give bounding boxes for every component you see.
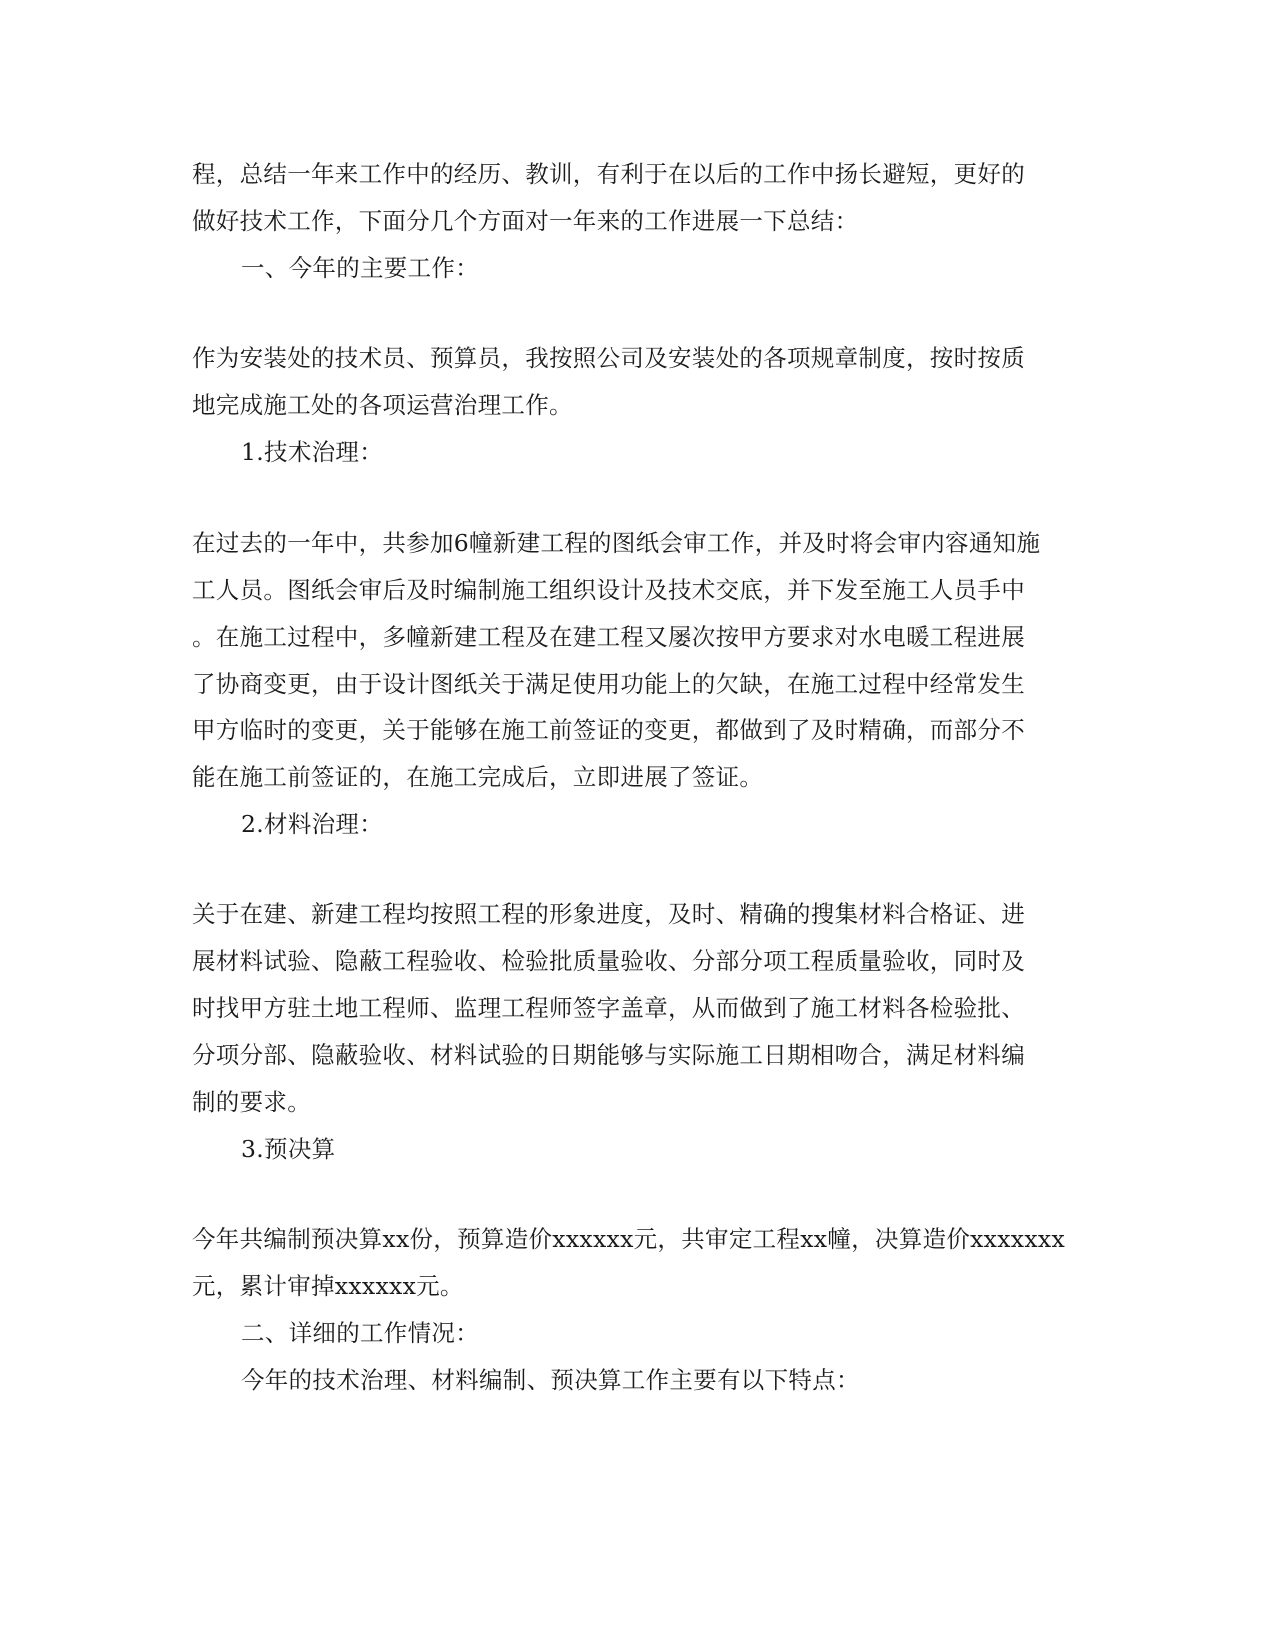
intro-line-1: 程，总结一年来工作中的经历、教训，有利于在以后的工作中扬长避短，更好的 xyxy=(192,160,1025,188)
para-4-line-1: 今年共编制预决算xx份，预算造价xxxxxx元，共审定工程xx幢，决算造价xxxxxxx xyxy=(192,1225,1066,1253)
para-2-line-1: 在过去的一年中，共参加6幢新建工程的图纸会审工作，并及时将会审内容通知施 xyxy=(192,529,1041,557)
para-3-line-4: 分项分部、隐蔽验收、材料试验的日期能够与实际施工日期相吻合，满足材料编 xyxy=(192,1041,1025,1069)
para-2-line-4: 了协商变更，由于设计图纸关于满足使用功能上的欠缺，在施工过程中经常发生 xyxy=(192,670,1025,698)
para-3-line-3: 时找甲方驻土地工程师、监理工程师签字盖章，从而做到了施工材料各检验批、 xyxy=(192,994,1025,1022)
para-2-line-2: 工人员。图纸会审后及时编制施工组织设计及技术交底，并下发至施工人员手中 xyxy=(192,576,1025,604)
section-heading-main-work: 一、今年的主要工作： xyxy=(241,254,479,282)
section-heading-work-details: 二、详细的工作情况： xyxy=(241,1319,479,1347)
para-3-line-2: 展材料试验、隐蔽工程验收、检验批质量验收、分部分项工程质量验收，同时及 xyxy=(192,947,1025,975)
para-5-line-1: 今年的技术治理、材料编制、预决算工作主要有以下特点： xyxy=(241,1366,860,1394)
intro-line-2: 做好技术工作，下面分几个方面对一年来的工作进展一下总结： xyxy=(192,207,859,235)
para-3-line-1: 关于在建、新建工程均按照工程的形象进度，及时、精确的搜集材料合格证、进 xyxy=(192,900,1025,928)
para-2-line-3: 。在施工过程中，多幢新建工程及在建工程又屡次按甲方要求对水电暖工程进展 xyxy=(192,623,1025,651)
subheading-budget: 3.预决算 xyxy=(241,1135,336,1163)
subheading-tech-management: 1.技术治理： xyxy=(241,438,384,466)
para-4-line-2: 元，累计审掉xxxxxx元。 xyxy=(192,1272,464,1300)
subheading-material-management: 2.材料治理： xyxy=(241,810,384,838)
para-3-line-5: 制的要求。 xyxy=(192,1088,311,1116)
para-1-line-1: 作为安装处的技术员、预算员，我按照公司及安装处的各项规章制度，按时按质 xyxy=(192,344,1025,372)
para-2-line-6: 能在施工前签证的，在施工完成后，立即进展了签证。 xyxy=(192,763,764,791)
para-1-line-2: 地完成施工处的各项运营治理工作。 xyxy=(192,391,573,419)
para-2-line-5: 甲方临时的变更，关于能够在施工前签证的变更，都做到了及时精确，而部分不 xyxy=(192,716,1025,744)
